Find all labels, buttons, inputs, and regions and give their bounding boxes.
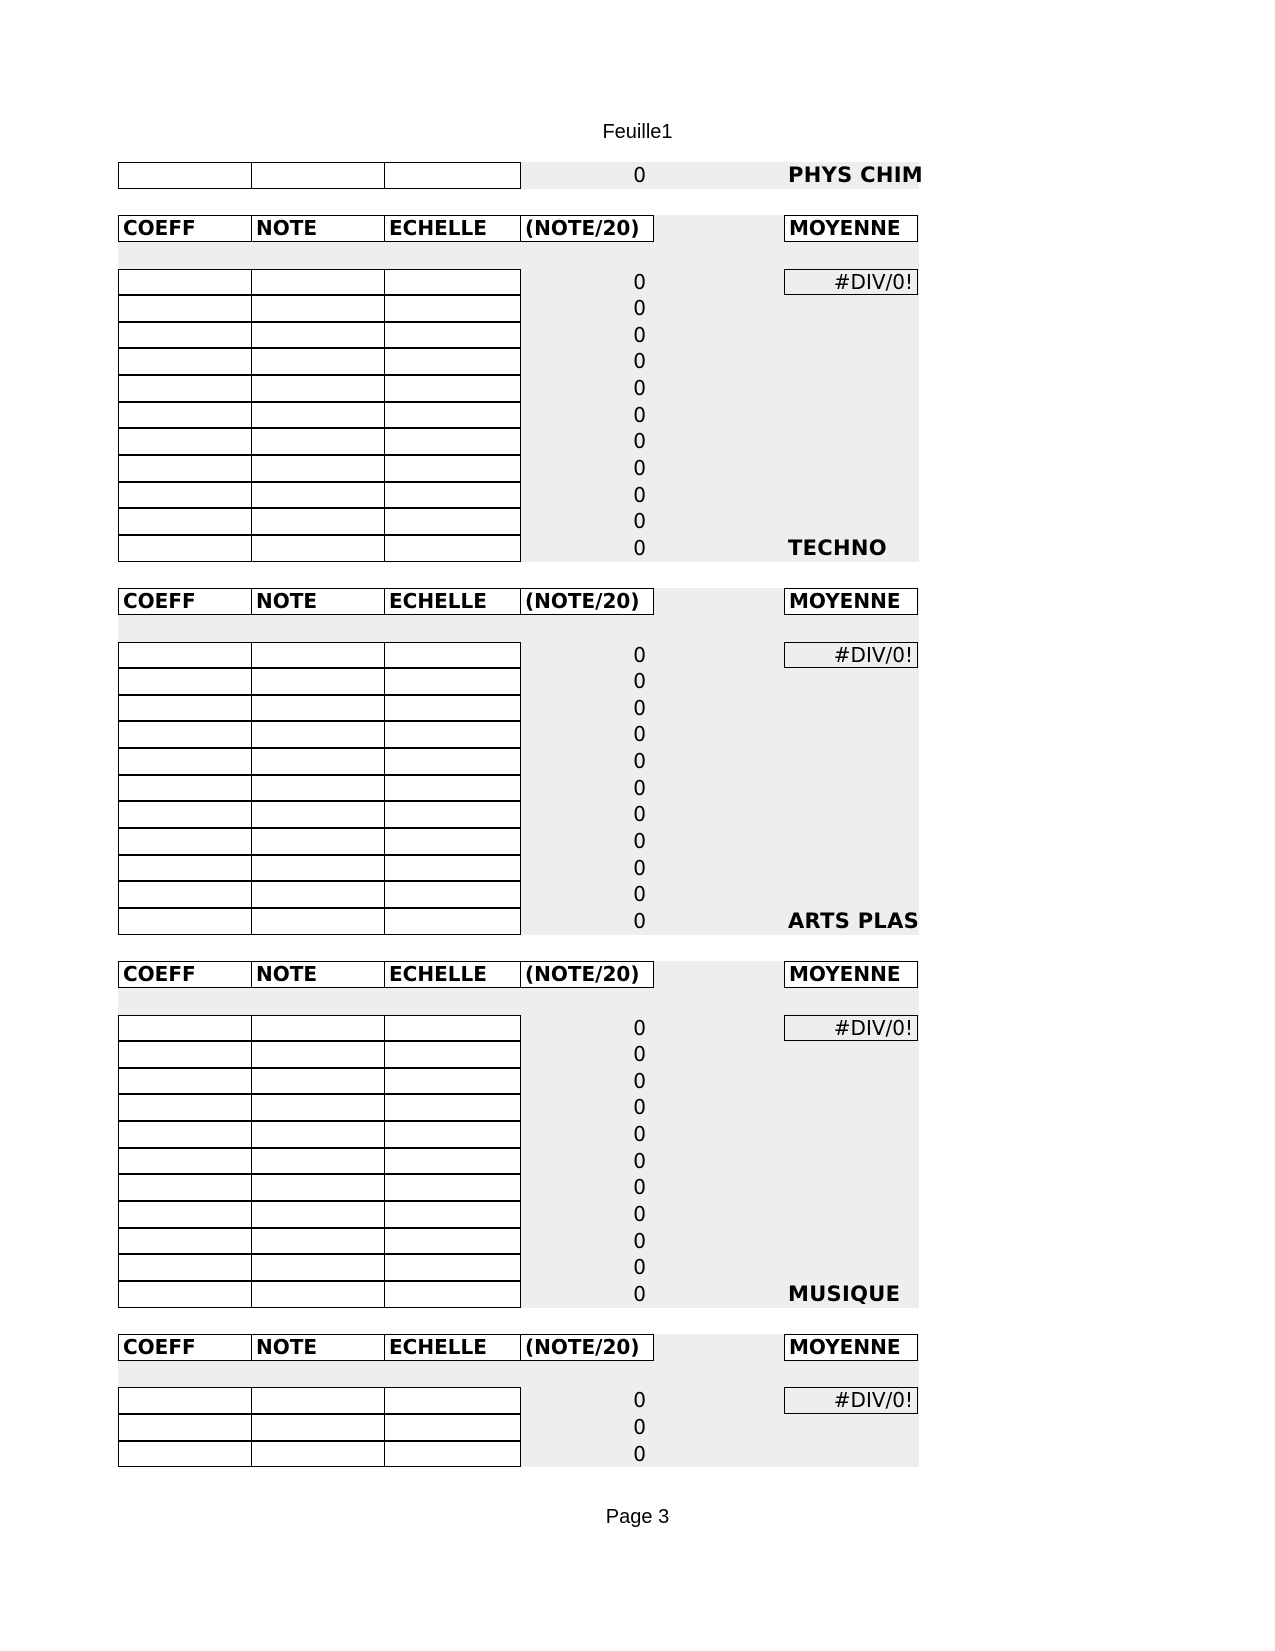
note-cell[interactable] xyxy=(251,1228,385,1255)
row-shading xyxy=(118,242,919,269)
coeff-cell[interactable] xyxy=(118,1068,252,1095)
note-cell[interactable] xyxy=(251,1201,385,1228)
note20-value: 0 xyxy=(633,1228,646,1253)
spacer-row xyxy=(118,615,919,642)
header-row xyxy=(118,961,919,988)
table-row xyxy=(118,295,919,322)
note-cell[interactable] xyxy=(251,482,385,509)
note-cell[interactable] xyxy=(251,881,385,908)
note-cell[interactable] xyxy=(251,828,385,855)
coeff-cell[interactable] xyxy=(118,482,252,509)
note-cell[interactable] xyxy=(251,1094,385,1121)
subject-label: MUSIQUE xyxy=(788,1281,901,1306)
note-cell[interactable] xyxy=(251,428,385,455)
table-row xyxy=(118,1387,919,1414)
note20-value: 0 xyxy=(633,669,646,694)
spacer-row xyxy=(118,189,919,216)
note-cell[interactable] xyxy=(251,348,385,375)
coeff-cell[interactable] xyxy=(118,1201,252,1228)
note-cell[interactable] xyxy=(251,1121,385,1148)
table-row xyxy=(118,1121,919,1148)
coeff-cell[interactable] xyxy=(118,1174,252,1201)
coeff-header: COEFF xyxy=(118,215,252,242)
coeff-cell[interactable] xyxy=(118,1015,252,1042)
coeff-cell[interactable] xyxy=(118,1254,252,1281)
table-row xyxy=(118,1228,919,1255)
echelle-cell[interactable] xyxy=(384,695,521,722)
note-cell[interactable] xyxy=(251,1414,385,1441)
moyenne-value: #DIV/0! xyxy=(784,1015,918,1042)
note-cell[interactable] xyxy=(251,801,385,828)
table-row xyxy=(118,642,919,669)
note-cell[interactable] xyxy=(251,322,385,349)
note-cell[interactable] xyxy=(251,775,385,802)
note20-value: 0 xyxy=(633,296,646,321)
row-shading xyxy=(118,615,919,642)
note20-value: 0 xyxy=(633,1281,646,1306)
echelle-cell[interactable] xyxy=(384,1015,521,1042)
coeff-header: COEFF xyxy=(118,961,252,988)
note20-value: 0 xyxy=(633,1015,646,1040)
note-cell[interactable] xyxy=(251,748,385,775)
table-row xyxy=(118,1281,919,1308)
coeff-cell[interactable] xyxy=(118,269,252,296)
moyenne-value: #DIV/0! xyxy=(784,642,918,669)
coeff-cell[interactable] xyxy=(118,642,252,669)
note20-value: 0 xyxy=(633,908,646,933)
coeff-cell[interactable] xyxy=(118,801,252,828)
note20-value: 0 xyxy=(633,1042,646,1067)
spacer-row xyxy=(118,242,919,269)
coeff-cell[interactable] xyxy=(118,775,252,802)
note20-value: 0 xyxy=(633,1201,646,1226)
spacer-row xyxy=(118,562,919,589)
coeff-cell[interactable] xyxy=(118,828,252,855)
coeff-cell[interactable] xyxy=(118,455,252,482)
note20-value: 0 xyxy=(633,163,646,187)
note20-value: 0 xyxy=(633,1441,646,1466)
coeff-cell[interactable] xyxy=(118,855,252,882)
spacer-row xyxy=(118,935,919,962)
moyenne-header: MOYENNE xyxy=(784,961,918,988)
echelle-cell[interactable] xyxy=(384,1148,521,1175)
coeff-cell[interactable] xyxy=(118,1414,252,1441)
table-row xyxy=(118,1068,919,1095)
note20-value: 0 xyxy=(633,1255,646,1280)
note20-value: 0 xyxy=(633,1122,646,1147)
row-shading xyxy=(118,988,919,1015)
note20-value: 0 xyxy=(633,349,646,374)
table-row xyxy=(118,828,919,855)
note20-value: 0 xyxy=(633,855,646,880)
note-cell[interactable] xyxy=(251,642,385,669)
echelle-cell[interactable] xyxy=(384,348,521,375)
note-cell[interactable] xyxy=(251,1015,385,1042)
echelle-cell[interactable] xyxy=(384,801,521,828)
echelle-cell[interactable] xyxy=(384,1041,521,1068)
note20-value: 0 xyxy=(633,482,646,507)
note-cell[interactable] xyxy=(251,1441,385,1468)
echelle-cell[interactable] xyxy=(384,269,521,296)
echelle-cell[interactable] xyxy=(384,642,521,669)
coeff-cell[interactable] xyxy=(118,1281,252,1308)
coeff-header: COEFF xyxy=(118,1334,252,1361)
note20-value: 0 xyxy=(633,829,646,854)
header-row xyxy=(118,215,919,242)
note20-header: (NOTE/20) xyxy=(520,588,654,615)
note20-value: 0 xyxy=(633,802,646,827)
subject-label: ARTS PLAS xyxy=(788,908,920,933)
table-row xyxy=(118,162,924,189)
moyenne-value: #DIV/0! xyxy=(784,1387,918,1414)
coeff-cell[interactable] xyxy=(118,1094,252,1121)
echelle-cell[interactable] xyxy=(384,721,521,748)
note-cell[interactable] xyxy=(251,1281,385,1308)
note20-header: (NOTE/20) xyxy=(520,215,654,242)
subject-label: PHYS CHIM xyxy=(788,163,924,187)
table-row xyxy=(118,535,919,562)
note-cell[interactable] xyxy=(251,668,385,695)
moyenne-header: MOYENNE xyxy=(784,215,918,242)
echelle-cell[interactable] xyxy=(384,428,521,455)
header-row xyxy=(118,1334,919,1361)
note-cell[interactable] xyxy=(251,1254,385,1281)
table-row xyxy=(118,402,919,429)
spreadsheet-grid xyxy=(118,162,924,1467)
note-cell[interactable] xyxy=(251,162,385,189)
table-row xyxy=(118,748,919,775)
echelle-cell[interactable] xyxy=(384,748,521,775)
coeff-cell[interactable] xyxy=(118,1041,252,1068)
table-row xyxy=(118,455,919,482)
note20-header: (NOTE/20) xyxy=(520,961,654,988)
note-cell[interactable] xyxy=(251,455,385,482)
row-shading xyxy=(118,1361,919,1388)
echelle-header: ECHELLE xyxy=(384,215,521,242)
coeff-header: COEFF xyxy=(118,588,252,615)
table-row xyxy=(118,881,919,908)
note20-value: 0 xyxy=(633,1415,646,1440)
spacer-row xyxy=(118,1308,919,1335)
note20-value: 0 xyxy=(633,535,646,560)
echelle-cell[interactable] xyxy=(384,1094,521,1121)
echelle-cell[interactable] xyxy=(384,1414,521,1441)
table-row xyxy=(118,721,919,748)
table-row xyxy=(118,1414,919,1441)
note20-value: 0 xyxy=(633,322,646,347)
echelle-header: ECHELLE xyxy=(384,961,521,988)
note-cell[interactable] xyxy=(251,269,385,296)
note20-value: 0 xyxy=(633,509,646,534)
echelle-cell[interactable] xyxy=(384,1068,521,1095)
note-cell[interactable] xyxy=(251,535,385,562)
table-row xyxy=(118,1201,919,1228)
echelle-cell[interactable] xyxy=(384,1174,521,1201)
note-cell[interactable] xyxy=(251,721,385,748)
note20-header: (NOTE/20) xyxy=(520,1334,654,1361)
note-cell[interactable] xyxy=(251,1148,385,1175)
coeff-cell[interactable] xyxy=(118,535,252,562)
table-row xyxy=(118,695,919,722)
coeff-cell[interactable] xyxy=(118,375,252,402)
sections-container xyxy=(118,215,919,1467)
table-row xyxy=(118,1174,919,1201)
coeff-cell[interactable] xyxy=(118,881,252,908)
table-row xyxy=(118,668,919,695)
moyenne-header: MOYENNE xyxy=(784,1334,918,1361)
note20-value: 0 xyxy=(633,1095,646,1120)
note-cell[interactable] xyxy=(251,508,385,535)
table-row xyxy=(118,428,919,455)
table-row xyxy=(118,1094,919,1121)
echelle-cell[interactable] xyxy=(384,375,521,402)
note-cell[interactable] xyxy=(251,695,385,722)
echelle-cell[interactable] xyxy=(384,828,521,855)
echelle-cell[interactable] xyxy=(384,1121,521,1148)
note20-value: 0 xyxy=(633,376,646,401)
coeff-cell[interactable] xyxy=(118,668,252,695)
coeff-cell[interactable] xyxy=(118,348,252,375)
note20-value: 0 xyxy=(633,269,646,294)
echelle-header: ECHELLE xyxy=(384,1334,521,1361)
echelle-cell[interactable] xyxy=(384,295,521,322)
coeff-cell[interactable] xyxy=(118,402,252,429)
note-cell[interactable] xyxy=(251,908,385,935)
note20-value: 0 xyxy=(633,882,646,907)
page-number: Page 3 xyxy=(605,1506,670,1528)
echelle-cell[interactable] xyxy=(384,775,521,802)
table-row xyxy=(118,1015,919,1042)
note20-value: 0 xyxy=(633,775,646,800)
note20-value: 0 xyxy=(633,1175,646,1200)
echelle-cell[interactable] xyxy=(384,1387,521,1414)
table-row xyxy=(118,322,919,349)
table-row xyxy=(118,375,919,402)
echelle-cell[interactable] xyxy=(384,162,521,189)
note-cell[interactable] xyxy=(251,855,385,882)
note20-value: 0 xyxy=(633,642,646,667)
note-cell[interactable] xyxy=(251,1387,385,1414)
echelle-cell[interactable] xyxy=(384,1281,521,1308)
echelle-cell[interactable] xyxy=(384,1228,521,1255)
echelle-header: ECHELLE xyxy=(384,588,521,615)
echelle-cell[interactable] xyxy=(384,535,521,562)
note-header: NOTE xyxy=(251,1334,385,1361)
note-cell[interactable] xyxy=(251,1068,385,1095)
coeff-cell[interactable] xyxy=(118,428,252,455)
sheet-title: Feuille1 xyxy=(602,121,673,143)
coeff-cell[interactable] xyxy=(118,1441,252,1468)
table-row xyxy=(118,855,919,882)
note20-value: 0 xyxy=(633,1068,646,1093)
coeff-cell[interactable] xyxy=(118,295,252,322)
echelle-cell[interactable] xyxy=(384,508,521,535)
echelle-cell[interactable] xyxy=(384,482,521,509)
coeff-cell[interactable] xyxy=(118,162,252,189)
echelle-cell[interactable] xyxy=(384,1201,521,1228)
spacer-row xyxy=(118,1361,919,1388)
table-row xyxy=(118,1254,919,1281)
note-cell[interactable] xyxy=(251,402,385,429)
table-row xyxy=(118,775,919,802)
note-header: NOTE xyxy=(251,588,385,615)
note-cell[interactable] xyxy=(251,1041,385,1068)
table-row xyxy=(118,1148,919,1175)
table-row xyxy=(118,508,919,535)
table-row xyxy=(118,908,919,935)
note20-value: 0 xyxy=(633,1148,646,1173)
note20-value: 0 xyxy=(633,749,646,774)
coeff-cell[interactable] xyxy=(118,1387,252,1414)
note-header: NOTE xyxy=(251,961,385,988)
echelle-cell[interactable] xyxy=(384,455,521,482)
echelle-cell[interactable] xyxy=(384,1441,521,1468)
coeff-cell[interactable] xyxy=(118,748,252,775)
coeff-cell[interactable] xyxy=(118,1228,252,1255)
coeff-cell[interactable] xyxy=(118,1121,252,1148)
echelle-cell[interactable] xyxy=(384,668,521,695)
table-row xyxy=(118,801,919,828)
note20-value: 0 xyxy=(633,722,646,747)
coeff-cell[interactable] xyxy=(118,322,252,349)
note20-value: 0 xyxy=(633,456,646,481)
coeff-cell[interactable] xyxy=(118,508,252,535)
header-row xyxy=(118,588,919,615)
echelle-cell[interactable] xyxy=(384,881,521,908)
spacer-row xyxy=(118,988,919,1015)
note20-value: 0 xyxy=(633,695,646,720)
table-row xyxy=(118,1441,919,1468)
coeff-cell[interactable] xyxy=(118,908,252,935)
echelle-cell[interactable] xyxy=(384,1254,521,1281)
table-row xyxy=(118,1041,919,1068)
coeff-cell[interactable] xyxy=(118,695,252,722)
table-row xyxy=(118,348,919,375)
note20-value: 0 xyxy=(633,1388,646,1413)
coeff-cell[interactable] xyxy=(118,1148,252,1175)
note-cell[interactable] xyxy=(251,375,385,402)
table-row xyxy=(118,482,919,509)
table-row xyxy=(118,269,919,296)
note-cell[interactable] xyxy=(251,295,385,322)
echelle-cell[interactable] xyxy=(384,402,521,429)
subject-label: TECHNO xyxy=(788,535,887,560)
note-header: NOTE xyxy=(251,215,385,242)
note20-value: 0 xyxy=(633,402,646,427)
coeff-cell[interactable] xyxy=(118,721,252,748)
echelle-cell[interactable] xyxy=(384,855,521,882)
note-cell[interactable] xyxy=(251,1174,385,1201)
echelle-cell[interactable] xyxy=(384,322,521,349)
note20-value: 0 xyxy=(633,429,646,454)
moyenne-header: MOYENNE xyxy=(784,588,918,615)
echelle-cell[interactable] xyxy=(384,908,521,935)
moyenne-value: #DIV/0! xyxy=(784,269,918,296)
